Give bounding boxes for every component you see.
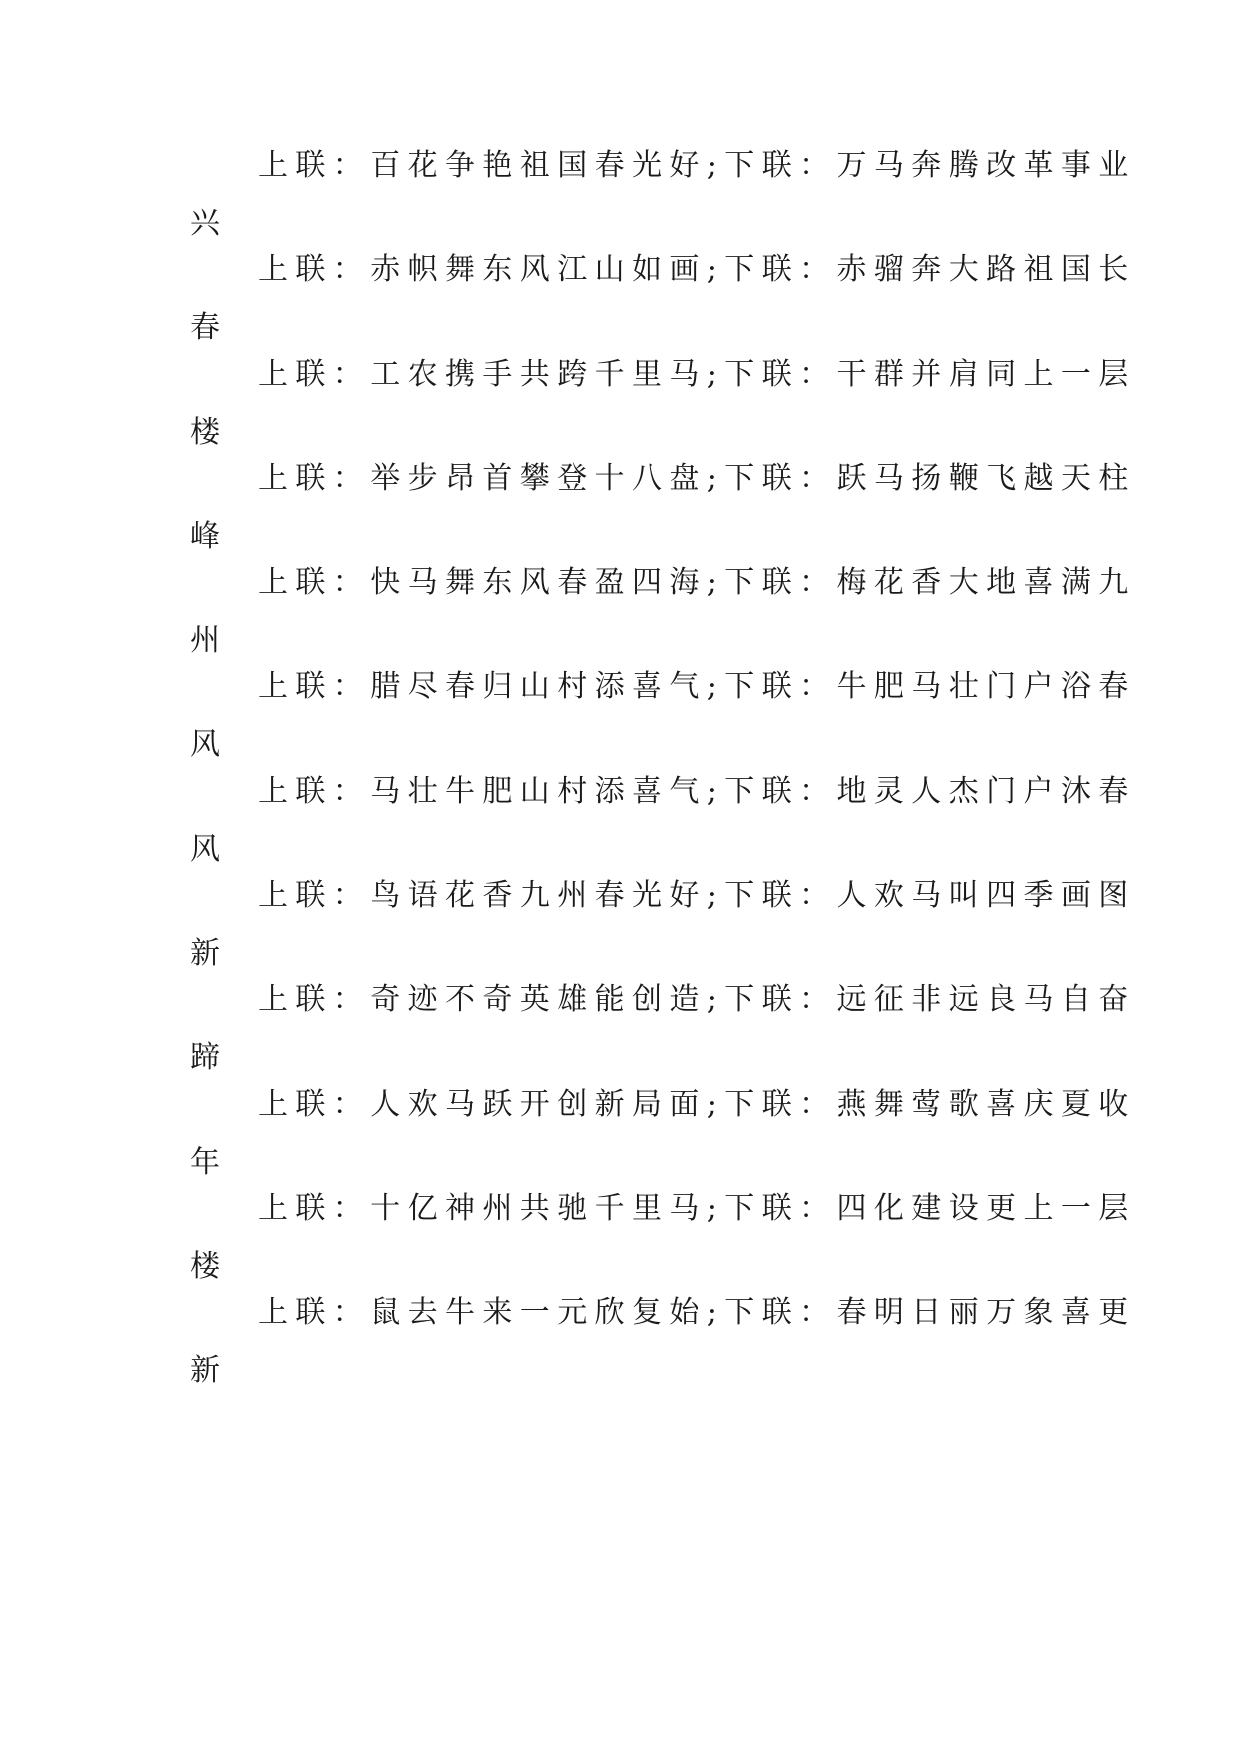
couplet-wrap-char: 年 xyxy=(190,1145,220,1180)
couplet-line: 上联：鸟语花香九州春光好;下联：人欢马叫四季画图 xyxy=(258,878,1136,913)
couplet-wrap-char: 峰 xyxy=(190,519,220,554)
couplet-paragraph xyxy=(190,1188,1136,1304)
couplet-paragraph xyxy=(190,458,1136,574)
couplet-line: 上联：奇迹不奇英雄能创造;下联：远征非远良马自奋 xyxy=(258,982,1136,1017)
couplet-paragraph xyxy=(190,1292,1136,1408)
couplet-line: 上联：快马舞东风春盈四海;下联：梅花香大地喜满九 xyxy=(258,565,1136,600)
couplet-wrap-char: 州 xyxy=(190,623,220,658)
couplet-wrap-char: 楼 xyxy=(190,415,220,450)
couplet-paragraph xyxy=(190,875,1136,991)
couplet-line: 上联：工农携手共跨千里马;下联：干群并肩同上一层 xyxy=(258,357,1136,392)
couplet-wrap-char: 风 xyxy=(190,832,220,867)
couplet-wrap-char: 蹄 xyxy=(190,1040,220,1075)
couplet-line: 上联：赤帜舞东风江山如画;下联：赤骝奔大路祖国长 xyxy=(258,252,1136,287)
couplet-paragraph xyxy=(190,666,1136,782)
couplet-line: 上联：百花争艳祖国春光好;下联：万马奔腾改革事业 xyxy=(258,148,1136,183)
couplet-wrap-char: 新 xyxy=(190,1353,220,1388)
couplet-line: 上联：马壮牛肥山村添喜气;下联：地灵人杰门户沐春 xyxy=(258,774,1136,809)
couplet-line: 上联：人欢马跃开创新局面;下联：燕舞莺歌喜庆夏收 xyxy=(258,1087,1136,1122)
couplet-line: 上联：腊尽春归山村添喜气;下联：牛肥马壮门户浴春 xyxy=(258,669,1136,704)
couplet-line: 上联：举步昂首攀登十八盘;下联：跃马扬鞭飞越天柱 xyxy=(258,461,1136,496)
couplet-wrap-char: 楼 xyxy=(190,1249,220,1284)
couplet-line: 上联：十亿神州共驰千里马;下联：四化建设更上一层 xyxy=(258,1191,1136,1226)
couplet-paragraph xyxy=(190,771,1136,887)
couplet-paragraph xyxy=(190,354,1136,470)
couplet-paragraph xyxy=(190,249,1136,365)
couplet-wrap-char: 风 xyxy=(190,727,220,762)
couplet-wrap-char: 新 xyxy=(190,936,220,971)
couplet-wrap-char: 兴 xyxy=(190,206,220,241)
couplet-paragraph xyxy=(190,562,1136,678)
couplet-paragraph xyxy=(190,979,1136,1095)
couplet-wrap-char: 春 xyxy=(190,310,220,345)
couplet-paragraph xyxy=(190,145,1136,261)
couplet-line: 上联：鼠去牛来一元欣复始;下联：春明日丽万象喜更 xyxy=(258,1295,1136,1330)
couplet-paragraph xyxy=(190,1084,1136,1200)
